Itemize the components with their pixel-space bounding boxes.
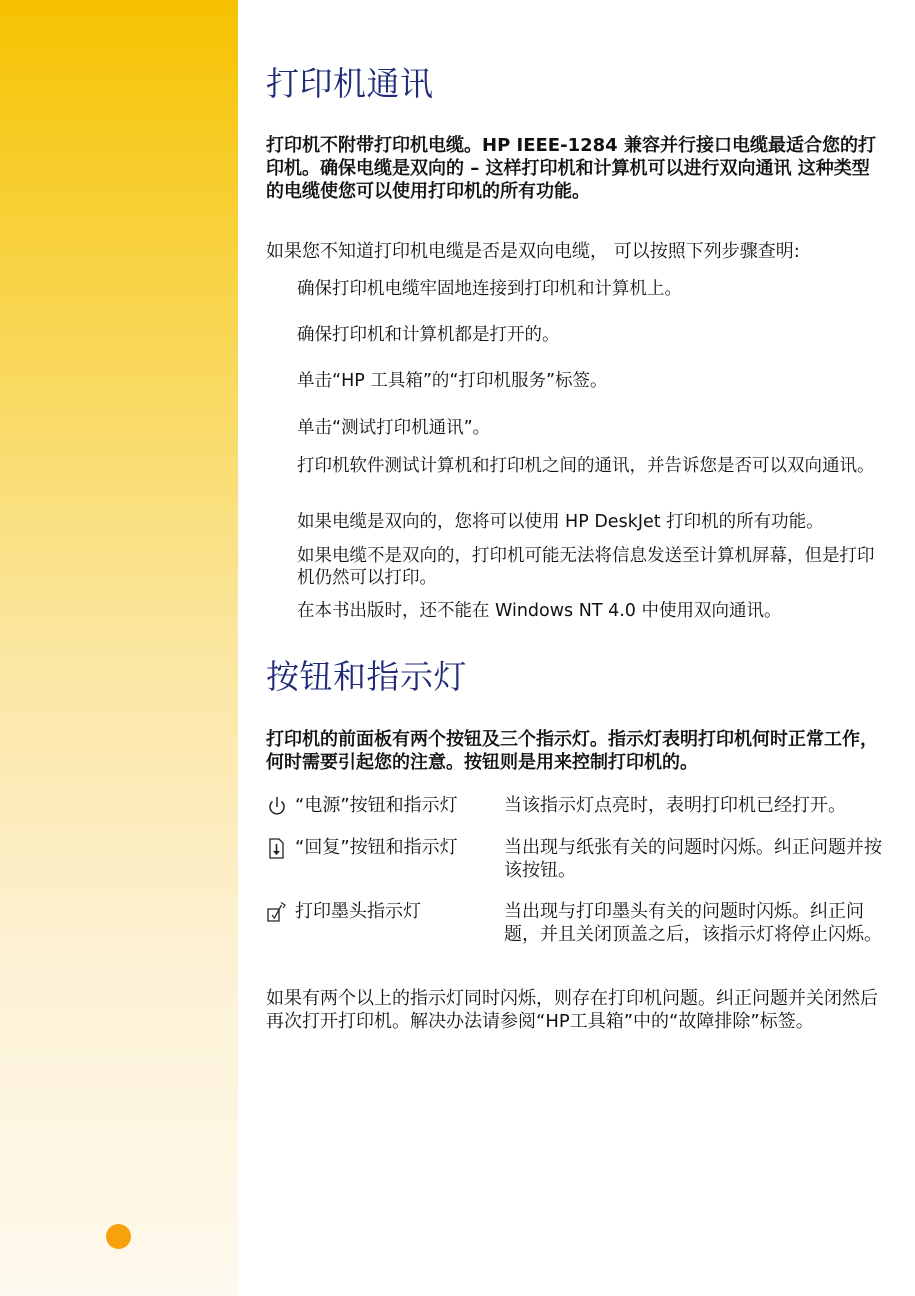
button-label: 打印墨头指示灯 [295,901,421,922]
buttons-intro-paragraph: 打印机的前面板有两个按钮及三个指示灯。指示灯表明打印机何时正常工作， 何时需要引起您的注意。按钮则是用来控制打印机的。 [266,729,878,773]
button-label: “电源”按钮和指示灯 [295,795,458,816]
section-intro-paragraph: 打印机不附带打印机电缆。HP IEEE-1284 兼容并行接口电缆最适合您的打印机。确保电缆是双向的 – 这样打印机和计算机可以进行双向通讯 这种类型的电缆使您可以使用打印机的所有功能。 [266,135,876,202]
button-row-resume [266,836,886,896]
button-description: 当出现与打印墨头有关的问题时闪烁。纠正问题，并且关闭顶盖之后，该指示灯将停止闪烁。 [504,901,882,945]
check-intro-paragraph: 如果您不知道打印机电缆是否是双向电缆， 可以按照下列步骤查明: [266,241,800,262]
resume-icon [266,837,288,861]
power-icon [266,795,288,819]
troubleshooting-paragraph: 如果有两个以上的指示灯同时闪烁，则存在打印机问题。纠正问题并关闭然后再次打开打印机。解决办法请参阅“HP工具箱”中的“故障排除”标签。 [266,988,878,1032]
print-cartridge-icon [266,901,288,925]
step-item: 确保打印机和计算机都是打开的。 [297,325,560,345]
decorative-sidebar [0,0,238,1296]
page-marker-dot [106,1224,131,1249]
button-description: 当出现与纸张有关的问题时闪烁。纠正问题并按该按钮。 [504,837,882,881]
step-item: 单击“测试打印机通讯”。 [297,418,491,438]
button-label: “回复”按钮和指示灯 [295,837,458,858]
section-title-printer-communication: 打印机通讯 [266,64,434,103]
step-item: 单击“HP 工具箱”的“打印机服务”标签。 [297,371,608,391]
step-item: 如果电缆不是双向的，打印机可能无法将信息发送至计算机屏幕，但是打印机仍然可以打印。 [297,546,875,588]
step-item: 打印机软件测试计算机和打印机之间的通讯，并告诉您是否可以双向通讯。 [297,456,875,476]
button-description: 当该指示灯点亮时，表明打印机已经打开。 [504,795,846,816]
step-item: 确保打印机电缆牢固地连接到打印机和计算机上。 [297,279,682,299]
step-item: 如果电缆是双向的，您将可以使用 HP DeskJet 打印机的所有功能。 [297,512,824,532]
button-row-print-cartridge [266,900,886,960]
section-title-buttons-and-lights: 按钮和指示灯 [266,657,467,696]
step-item: 在本书出版时，还不能在 Windows NT 4.0 中使用双向通讯。 [297,601,782,621]
